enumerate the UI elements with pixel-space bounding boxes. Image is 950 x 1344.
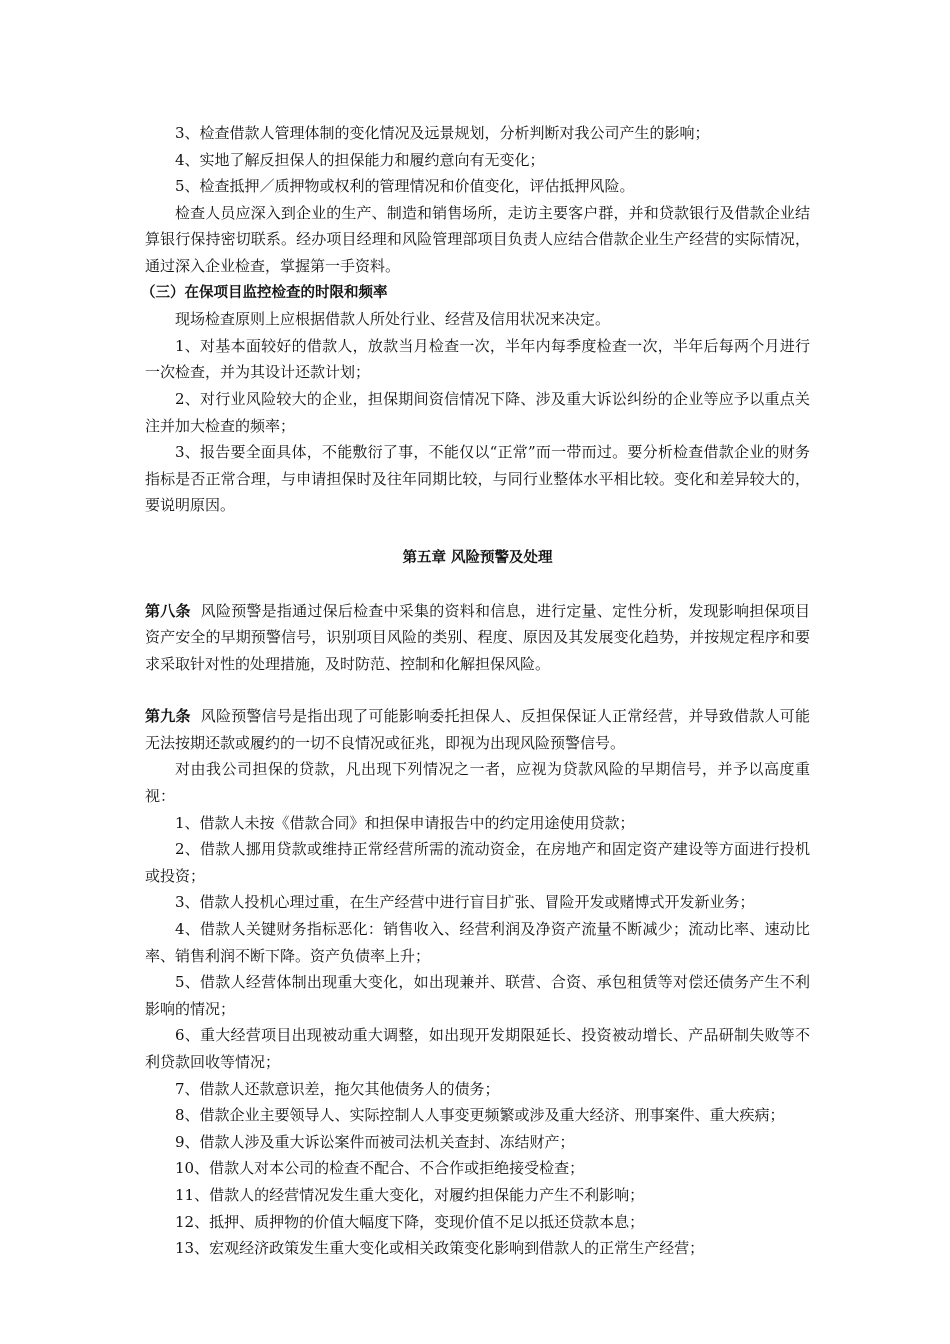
list-item: 8、借款企业主要领导人、实际控制人人事变更频繁或涉及重大经济、刑事案件、重大疾病； — [175, 1106, 785, 1125]
list-item: 10、借款人对本公司的检查不配合、不合作或拒绝接受检查； — [175, 1159, 585, 1178]
list-item: 5、检查抵押／质押物或权利的管理情况和价值变化，评估抵押风险。 — [175, 177, 635, 196]
chapter-title: 第五章 风险预警及处理 — [402, 549, 553, 566]
list-item: 1、对基本面较好的借款人，放款当月检查一次，半年内每季度检查一次，半年后每两个月进行一次检查，并为其设计还款计划； — [145, 336, 810, 382]
list-item: 4、借款人关键财务指标恶化：销售收入、经营利润及净资产流量不断减少；流动比率、速动比率、销售利润不断下降。资产负债率上升； — [145, 920, 810, 965]
paragraph: 检查人员应深入到企业的生产、制造和销售场所，走访主要客户群，并和贷款银行及借款企业结算银行保持密切联系。经办项目经理和风险管理部项目负责人应结合借款企业生产经营的实际情况，通过深入企业检查，掌握第一手资料。 — [145, 203, 810, 275]
list-item: 9、借款人涉及重大诉讼案件而被司法机关查封、冻结财产； — [175, 1132, 575, 1151]
list-item: 2、借款人挪用贷款或维持正常经营所需的流动资金，在房地产和固定资产建设等方面进行投机或投资； — [145, 840, 810, 885]
list-item: 11、借款人的经营情况发生重大变化，对履约担保能力产生不利影响； — [175, 1185, 645, 1204]
section-heading: （三）在保项目监控检查的时限和频率 — [141, 284, 388, 301]
article-label: 第九条 — [145, 707, 191, 726]
list-item: 5、借款人经营体制出现重大变化，如出现兼并、联营、合资、承包租赁等对偿还债务产生不利影响的情况； — [145, 973, 810, 1018]
list-item: 3、借款人投机心理过重，在生产经营中进行盲目扩张、冒险开发或赌博式开发新业务； — [175, 893, 755, 912]
article-text: 风险预警是指通过保后检查中采集的资料和信息，进行定量、定性分析，发现影响担保项目资产安全的早期预警信号，识别项目风险的类别、程度、原因及其发展变化趋势，并按规定程序和要求采取针对性的处理措施，及时防范、控制和化解担保风险。 — [145, 601, 810, 673]
paragraph: 对由我公司担保的贷款，凡出现下列情况之一者，应视为贷款风险的早期信号，并予以高度重视： — [145, 760, 810, 806]
list-item: 6、重大经营项目出现被动重大调整，如出现开发期限延长、投资被动增长、产品研制失败等不利贷款回收等情况； — [145, 1026, 810, 1071]
article-8 — [145, 598, 810, 678]
paragraph: 现场检查原则上应根据借款人所处行业、经营及信用状况来决定。 — [175, 310, 611, 329]
list-item: 2、对行业风险较大的企业，担保期间资信情况下降、涉及重大诉讼纠纷的企业等应予以重点关注并加大检查的频率； — [145, 389, 810, 435]
list-item: 3、检查借款人管理体制的变化情况及远景规划，分析判断对我公司产生的影响； — [175, 124, 710, 142]
article-text: 风险预警信号是指出现了可能影响委托担保人、反担保保证人正常经营，并导致借款人可能无法按期还款或履约的一切不良情况或征兆，即视为出现风险预警信号。 — [145, 707, 810, 752]
list-item: 12、抵押、质押物的价值大幅度下降，变现价值不足以抵还贷款本息； — [175, 1212, 645, 1231]
article-label: 第八条 — [145, 601, 191, 620]
document-body — [141, 120, 810, 1262]
spacer — [145, 677, 810, 703]
list-item: 4、实地了解反担保人的担保能力和履约意向有无变化； — [175, 150, 545, 169]
list-item: 7、借款人还款意识差，拖欠其他债务人的债务； — [175, 1079, 500, 1098]
list-item: 3、报告要全面具体，不能敷衍了事，不能仅以“正常”而一带而过。要分析检查借款企业的财务指标是否正常合理，与申请担保时及往年同期比较，与同行业整体水平相比较。变化和差异较大的，要说明原因。 — [145, 443, 810, 515]
list-item: 1、借款人未按《借款合同》和担保申请报告中的约定用途使用贷款； — [175, 813, 635, 832]
article-9 — [145, 703, 810, 756]
list-item: 13、宏观经济政策发生重大变化或相关政策变化影响到借款人的正常生产经营； — [175, 1239, 705, 1258]
